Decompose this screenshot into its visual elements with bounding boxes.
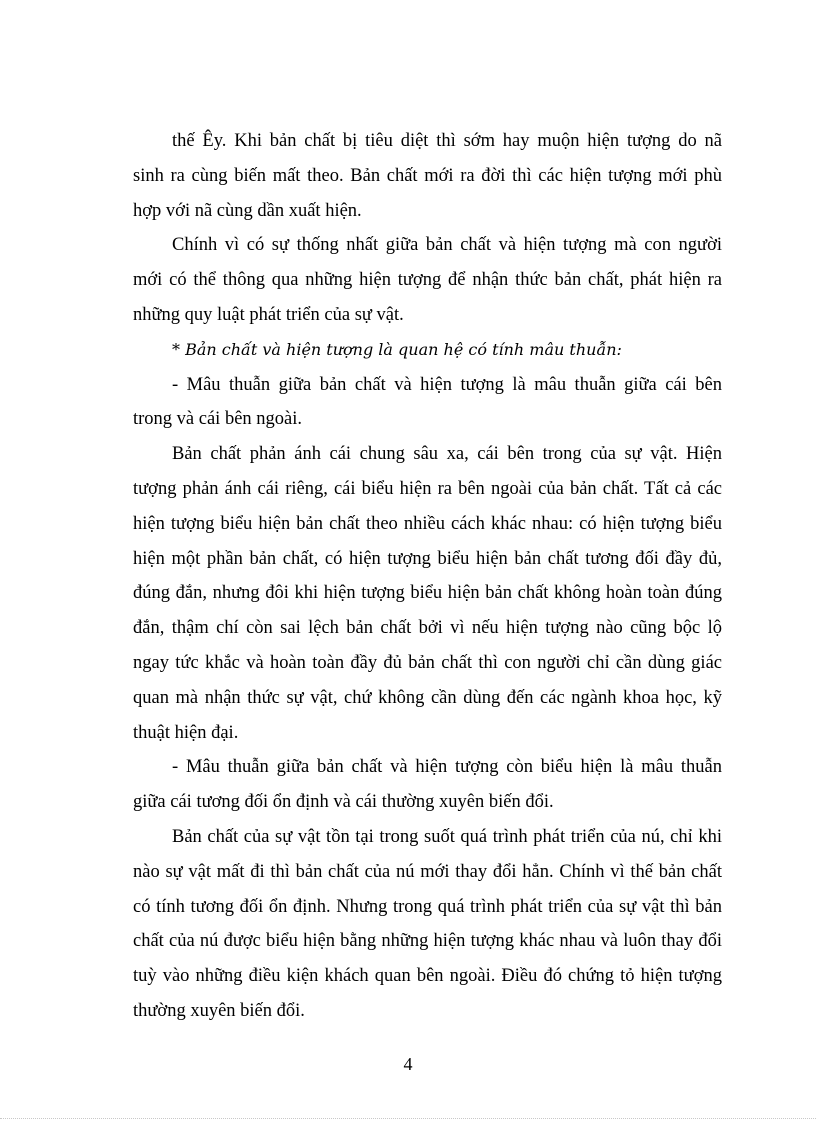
text-line: quan mà nhận thức sự vật, chứ không cần dùng đến các ngành khoa học, kỹ bbox=[133, 687, 722, 708]
text-line: có tính tương đối ổn định. Nhưng trong quá trình phát triển của sự vật thì bản bbox=[133, 896, 722, 917]
text-line: đúng đắn, nhưng đôi khi hiện tượng biểu hiện bản chất không hoàn toàn đúng bbox=[133, 583, 722, 604]
section-heading-line: * Bản chất và hiện tượng là quan hệ có tính mâu thuẫn: bbox=[172, 339, 622, 359]
text-line: chất của nú được biểu hiện bằng những hiện tượng khác nhau và luôn thay đổi bbox=[133, 931, 722, 952]
text-line: hiện tượng biểu hiện bản chất theo nhiều cách khác nhau: có hiện tượng biểu bbox=[133, 513, 722, 534]
text-line: Chính vì có sự thống nhất giữa bản chất và hiện tượng mà con người bbox=[172, 235, 722, 256]
page-bottom-divider bbox=[0, 1118, 816, 1119]
text-line: thuật hiện đại. bbox=[133, 722, 239, 743]
text-line: tượng phản ánh cái riêng, cái biểu hiện ra bên ngoài của bản chất. Tất cả các bbox=[133, 479, 722, 499]
text-line: đắn, thậm chí còn sai lệch bản chất bởi vì nếu hiện tượng nào cũng bộc lộ bbox=[133, 618, 722, 639]
text-line: giữa cái tương đối ổn định và cái thường xuyên biến đổi. bbox=[133, 792, 554, 813]
text-line: mới có thể thông qua những hiện tượng để nhận thức bản chất, phát hiện ra bbox=[133, 270, 722, 291]
text-line: nào sự vật mất đi thì bản chất của nú mới thay đổi hẳn. Chính vì thế bản chất bbox=[133, 861, 722, 882]
text-line: những quy luật phát triển của sự vật. bbox=[133, 305, 404, 325]
text-line: thường xuyên biến đổi. bbox=[133, 1001, 305, 1021]
page-number: 4 bbox=[403, 1054, 413, 1074]
text-line: hiện một phần bản chất, có hiện tượng biểu hiện bản chất tương đối đầy đủ, bbox=[133, 548, 722, 569]
text-line: tuỳ vào những điều kiện khách quan bên ngoài. Điều đó chứng tỏ hiện tượng bbox=[133, 966, 722, 987]
text-line: ngay tức khắc và hoàn toàn đầy đủ bản chất thì con người chỉ cần dùng giác bbox=[133, 653, 722, 673]
text-line: trong và cái bên ngoài. bbox=[133, 409, 303, 430]
text-line: sinh ra cùng biến mất theo. Bản chất mới ra đời thì các hiện tượng mới phù bbox=[133, 165, 722, 186]
text-line: - Mâu thuẫn giữa bản chất và hiện tượng còn biểu hiện là mâu thuẫn bbox=[172, 757, 722, 778]
text-line: Bản chất của sự vật tồn tại trong suốt quá trình phát triển của nú, chỉ khi bbox=[172, 827, 722, 847]
text-line: thế Êy. Khi bản chất bị tiêu diệt thì sớm hay muộn hiện tượng do nã bbox=[172, 131, 722, 151]
text-line: hợp với nã cùng dần xuất hiện. bbox=[133, 200, 362, 221]
text-line: Bản chất phản ánh cái chung sâu xa, cái bên trong của sự vật. Hiện bbox=[172, 444, 722, 465]
text-line: - Mâu thuẫn giữa bản chất và hiện tượng là mâu thuẫn giữa cái bên bbox=[172, 374, 722, 395]
